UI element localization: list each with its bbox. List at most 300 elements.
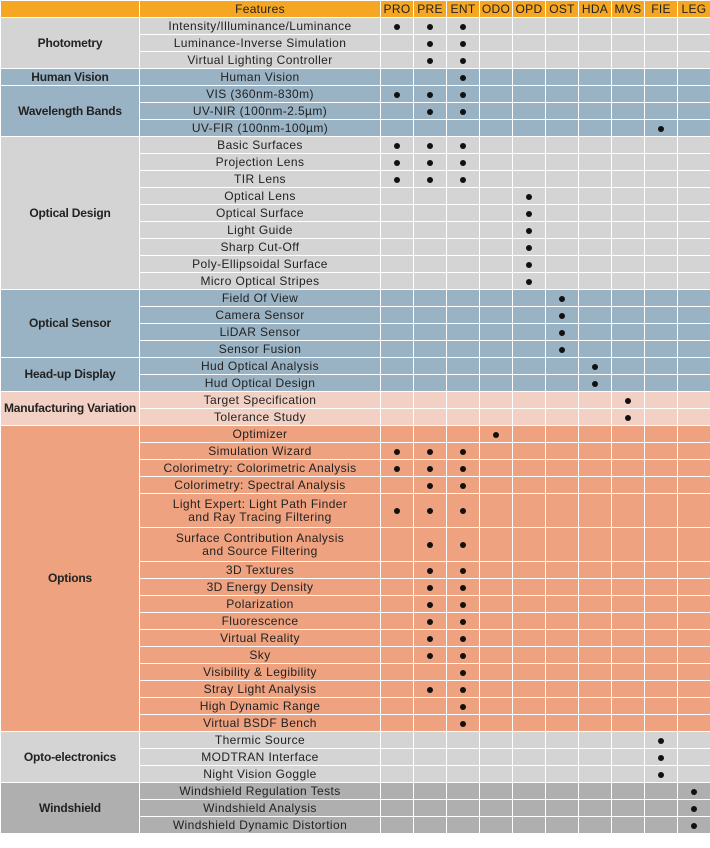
availability-cell-hda xyxy=(579,715,611,731)
feature-label: LiDAR Sensor xyxy=(140,324,380,340)
column-header-mvs: MVS xyxy=(612,1,644,17)
table-row xyxy=(1,137,710,153)
availability-cell-odo xyxy=(480,698,512,714)
feature-label: Intensity/Illuminance/Luminance xyxy=(140,18,380,34)
feature-label: Windshield Dynamic Distortion xyxy=(140,817,380,833)
availability-cell-fie xyxy=(645,715,677,731)
bullet-dot-icon xyxy=(394,24,400,30)
column-header-ent: ENT xyxy=(447,1,479,17)
availability-cell-pro xyxy=(381,222,413,238)
availability-cell-ent xyxy=(447,103,479,119)
availability-cell-fie xyxy=(645,137,677,153)
bullet-dot-icon xyxy=(427,143,433,149)
availability-cell-odo xyxy=(480,18,512,34)
availability-cell-opd xyxy=(513,681,545,697)
availability-cell-ent xyxy=(447,443,479,459)
availability-cell-leg xyxy=(678,766,710,782)
availability-cell-pro xyxy=(381,86,413,102)
availability-cell-hda xyxy=(579,647,611,663)
availability-cell-odo xyxy=(480,222,512,238)
table-row xyxy=(1,18,710,34)
header-category-cell xyxy=(1,1,139,17)
availability-cell-odo xyxy=(480,86,512,102)
bullet-dot-icon xyxy=(658,126,664,132)
availability-cell-fie xyxy=(645,477,677,493)
bullet-dot-icon xyxy=(691,806,697,812)
availability-cell-fie xyxy=(645,256,677,272)
availability-cell-ent xyxy=(447,426,479,442)
availability-cell-odo xyxy=(480,392,512,408)
availability-cell-mvs xyxy=(612,579,644,595)
bullet-dot-icon xyxy=(427,687,433,693)
feature-label: Target Specification xyxy=(140,392,380,408)
feature-label: Sensor Fusion xyxy=(140,341,380,357)
bullet-dot-icon xyxy=(460,687,466,693)
bullet-dot-icon xyxy=(460,602,466,608)
availability-cell-leg xyxy=(678,222,710,238)
feature-label: Windshield Analysis xyxy=(140,800,380,816)
availability-cell-ent xyxy=(447,18,479,34)
availability-cell-fie xyxy=(645,358,677,374)
availability-cell-leg xyxy=(678,307,710,323)
bullet-dot-icon xyxy=(427,41,433,47)
availability-cell-fie xyxy=(645,103,677,119)
bullet-dot-icon xyxy=(460,542,466,548)
availability-cell-opd xyxy=(513,103,545,119)
availability-cell-ent xyxy=(447,749,479,765)
availability-cell-leg xyxy=(678,358,710,374)
availability-cell-hda xyxy=(579,392,611,408)
availability-cell-pre xyxy=(414,239,446,255)
bullet-dot-icon xyxy=(460,704,466,710)
availability-cell-ost xyxy=(546,766,578,782)
availability-cell-ent xyxy=(447,528,479,561)
availability-cell-odo xyxy=(480,647,512,663)
availability-cell-hda xyxy=(579,103,611,119)
availability-cell-mvs xyxy=(612,460,644,476)
availability-cell-pre xyxy=(414,681,446,697)
availability-cell-fie xyxy=(645,494,677,527)
availability-cell-fie xyxy=(645,783,677,799)
availability-cell-odo xyxy=(480,800,512,816)
availability-cell-leg xyxy=(678,613,710,629)
feature-label: Colorimetry: Spectral Analysis xyxy=(140,477,380,493)
availability-cell-ost xyxy=(546,579,578,595)
availability-cell-opd xyxy=(513,698,545,714)
availability-cell-pro xyxy=(381,69,413,85)
availability-cell-hda xyxy=(579,766,611,782)
bullet-dot-icon xyxy=(460,449,466,455)
availability-cell-ent xyxy=(447,307,479,323)
availability-cell-pre xyxy=(414,375,446,391)
availability-cell-odo xyxy=(480,664,512,680)
availability-cell-mvs xyxy=(612,817,644,833)
table-row xyxy=(1,392,710,408)
availability-cell-ost xyxy=(546,477,578,493)
availability-cell-mvs xyxy=(612,69,644,85)
availability-cell-hda xyxy=(579,443,611,459)
availability-cell-pro xyxy=(381,307,413,323)
bullet-dot-icon xyxy=(460,653,466,659)
availability-cell-mvs xyxy=(612,613,644,629)
availability-cell-mvs xyxy=(612,52,644,68)
availability-cell-odo xyxy=(480,749,512,765)
availability-cell-leg xyxy=(678,783,710,799)
availability-cell-fie xyxy=(645,630,677,646)
category-label: Head-up Display xyxy=(1,358,139,391)
availability-cell-pre xyxy=(414,222,446,238)
availability-cell-pre xyxy=(414,579,446,595)
availability-cell-hda xyxy=(579,324,611,340)
table-row xyxy=(1,358,710,374)
bullet-dot-icon xyxy=(460,75,466,81)
availability-cell-mvs xyxy=(612,35,644,51)
availability-cell-fie xyxy=(645,766,677,782)
availability-cell-ost xyxy=(546,358,578,374)
availability-cell-mvs xyxy=(612,681,644,697)
bullet-dot-icon xyxy=(394,466,400,472)
availability-cell-odo xyxy=(480,766,512,782)
category-label: Options xyxy=(1,426,139,731)
header-row xyxy=(1,1,710,17)
availability-cell-ost xyxy=(546,562,578,578)
availability-cell-ost xyxy=(546,392,578,408)
availability-cell-pro xyxy=(381,103,413,119)
feature-label: Field Of View xyxy=(140,290,380,306)
availability-cell-hda xyxy=(579,290,611,306)
availability-cell-pro xyxy=(381,749,413,765)
feature-label: Camera Sensor xyxy=(140,307,380,323)
availability-cell-mvs xyxy=(612,647,644,663)
availability-cell-opd xyxy=(513,358,545,374)
availability-cell-pro xyxy=(381,137,413,153)
availability-cell-leg xyxy=(678,35,710,51)
availability-cell-opd xyxy=(513,18,545,34)
availability-cell-ent xyxy=(447,324,479,340)
availability-cell-hda xyxy=(579,409,611,425)
availability-cell-ent xyxy=(447,341,479,357)
availability-cell-fie xyxy=(645,18,677,34)
availability-cell-fie xyxy=(645,222,677,238)
availability-cell-fie xyxy=(645,52,677,68)
availability-cell-hda xyxy=(579,239,611,255)
bullet-dot-icon xyxy=(460,619,466,625)
bullet-dot-icon xyxy=(394,449,400,455)
availability-cell-hda xyxy=(579,52,611,68)
availability-cell-fie xyxy=(645,188,677,204)
availability-cell-opd xyxy=(513,409,545,425)
bullet-dot-icon xyxy=(559,330,565,336)
availability-cell-odo xyxy=(480,137,512,153)
availability-cell-pre xyxy=(414,477,446,493)
availability-cell-fie xyxy=(645,86,677,102)
availability-cell-fie xyxy=(645,664,677,680)
bullet-dot-icon xyxy=(427,24,433,30)
availability-cell-pre xyxy=(414,494,446,527)
availability-cell-pro xyxy=(381,681,413,697)
availability-cell-pro xyxy=(381,477,413,493)
availability-cell-mvs xyxy=(612,290,644,306)
availability-cell-pro xyxy=(381,290,413,306)
availability-cell-pre xyxy=(414,749,446,765)
availability-cell-pre xyxy=(414,715,446,731)
availability-cell-mvs xyxy=(612,120,644,136)
availability-cell-mvs xyxy=(612,596,644,612)
availability-cell-pro xyxy=(381,783,413,799)
feature-label: Visibility & Legibility xyxy=(140,664,380,680)
bullet-dot-icon xyxy=(394,143,400,149)
feature-label: UV-NIR (100nm-2.5µm) xyxy=(140,103,380,119)
availability-cell-odo xyxy=(480,205,512,221)
availability-cell-opd xyxy=(513,579,545,595)
availability-cell-odo xyxy=(480,103,512,119)
availability-cell-pre xyxy=(414,613,446,629)
availability-cell-ent xyxy=(447,579,479,595)
availability-cell-fie xyxy=(645,749,677,765)
availability-cell-ost xyxy=(546,715,578,731)
availability-cell-pre xyxy=(414,392,446,408)
availability-cell-fie xyxy=(645,562,677,578)
availability-cell-opd xyxy=(513,749,545,765)
availability-cell-fie xyxy=(645,239,677,255)
availability-cell-hda xyxy=(579,664,611,680)
category-label: Manufacturing Variation xyxy=(1,392,139,425)
availability-cell-ost xyxy=(546,664,578,680)
availability-cell-leg xyxy=(678,579,710,595)
availability-cell-ost xyxy=(546,205,578,221)
availability-cell-opd xyxy=(513,817,545,833)
availability-cell-odo xyxy=(480,256,512,272)
availability-cell-pre xyxy=(414,732,446,748)
feature-label: Sharp Cut-Off xyxy=(140,239,380,255)
availability-cell-opd xyxy=(513,239,545,255)
bullet-dot-icon xyxy=(394,177,400,183)
feature-label: Fluorescence xyxy=(140,613,380,629)
availability-cell-odo xyxy=(480,630,512,646)
bullet-dot-icon xyxy=(625,398,631,404)
availability-cell-odo xyxy=(480,562,512,578)
availability-cell-hda xyxy=(579,630,611,646)
availability-cell-mvs xyxy=(612,375,644,391)
availability-cell-pre xyxy=(414,273,446,289)
bullet-dot-icon xyxy=(427,466,433,472)
availability-cell-mvs xyxy=(612,103,644,119)
availability-cell-opd xyxy=(513,222,545,238)
availability-cell-odo xyxy=(480,715,512,731)
availability-cell-fie xyxy=(645,273,677,289)
availability-cell-leg xyxy=(678,290,710,306)
availability-cell-ost xyxy=(546,528,578,561)
availability-cell-leg xyxy=(678,596,710,612)
availability-cell-hda xyxy=(579,18,611,34)
feature-label: Basic Surfaces xyxy=(140,137,380,153)
availability-cell-opd xyxy=(513,494,545,527)
feature-label: TIR Lens xyxy=(140,171,380,187)
category-label: Opto-electronics xyxy=(1,732,139,782)
availability-cell-pre xyxy=(414,307,446,323)
availability-cell-ent xyxy=(447,698,479,714)
availability-cell-ent xyxy=(447,171,479,187)
availability-cell-pre xyxy=(414,341,446,357)
feature-label: Colorimetry: Colorimetric Analysis xyxy=(140,460,380,476)
table-row xyxy=(1,426,710,442)
availability-cell-mvs xyxy=(612,358,644,374)
bullet-dot-icon xyxy=(427,92,433,98)
bullet-dot-icon xyxy=(625,415,631,421)
column-header-leg: LEG xyxy=(678,1,710,17)
availability-cell-ost xyxy=(546,137,578,153)
features-header: Features xyxy=(140,1,380,17)
availability-cell-mvs xyxy=(612,18,644,34)
availability-cell-pro xyxy=(381,154,413,170)
availability-cell-opd xyxy=(513,137,545,153)
availability-cell-mvs xyxy=(612,562,644,578)
table-row xyxy=(1,290,710,306)
matrix-body xyxy=(1,18,710,833)
category-label: Human Vision xyxy=(1,69,139,85)
availability-cell-fie xyxy=(645,375,677,391)
availability-cell-leg xyxy=(678,256,710,272)
bullet-dot-icon xyxy=(427,636,433,642)
availability-cell-ent xyxy=(447,800,479,816)
feature-label: Micro Optical Stripes xyxy=(140,273,380,289)
column-header-ost: OST xyxy=(546,1,578,17)
availability-cell-hda xyxy=(579,681,611,697)
availability-cell-ent xyxy=(447,596,479,612)
availability-cell-fie xyxy=(645,732,677,748)
bullet-dot-icon xyxy=(427,568,433,574)
availability-cell-ent xyxy=(447,222,479,238)
availability-cell-pre xyxy=(414,528,446,561)
availability-cell-mvs xyxy=(612,239,644,255)
bullet-dot-icon xyxy=(394,160,400,166)
availability-cell-hda xyxy=(579,783,611,799)
bullet-dot-icon xyxy=(427,508,433,514)
availability-cell-fie xyxy=(645,324,677,340)
availability-cell-ent xyxy=(447,613,479,629)
feature-label: Virtual Lighting Controller xyxy=(140,52,380,68)
availability-cell-odo xyxy=(480,477,512,493)
availability-cell-odo xyxy=(480,613,512,629)
availability-cell-mvs xyxy=(612,698,644,714)
bullet-dot-icon xyxy=(526,279,532,285)
availability-cell-pre xyxy=(414,324,446,340)
availability-cell-ent xyxy=(447,205,479,221)
availability-cell-odo xyxy=(480,307,512,323)
feature-label-line: Surface Contribution Analysis xyxy=(175,530,345,545)
availability-cell-hda xyxy=(579,817,611,833)
availability-cell-ent xyxy=(447,647,479,663)
availability-cell-mvs xyxy=(612,307,644,323)
availability-cell-opd xyxy=(513,290,545,306)
availability-cell-mvs xyxy=(612,630,644,646)
availability-cell-leg xyxy=(678,494,710,527)
availability-cell-leg xyxy=(678,698,710,714)
availability-cell-leg xyxy=(678,630,710,646)
availability-cell-pro xyxy=(381,426,413,442)
availability-cell-ost xyxy=(546,817,578,833)
availability-cell-opd xyxy=(513,86,545,102)
availability-cell-pro xyxy=(381,800,413,816)
availability-cell-hda xyxy=(579,596,611,612)
availability-cell-leg xyxy=(678,681,710,697)
availability-cell-pro xyxy=(381,341,413,357)
availability-cell-pro xyxy=(381,596,413,612)
availability-cell-hda xyxy=(579,358,611,374)
column-header-hda: HDA xyxy=(579,1,611,17)
availability-cell-odo xyxy=(480,290,512,306)
availability-cell-fie xyxy=(645,392,677,408)
feature-label: Stray Light Analysis xyxy=(140,681,380,697)
feature-label: Simulation Wizard xyxy=(140,443,380,459)
availability-cell-ost xyxy=(546,732,578,748)
availability-cell-fie xyxy=(645,613,677,629)
availability-cell-pre xyxy=(414,69,446,85)
bullet-dot-icon xyxy=(460,466,466,472)
availability-cell-leg xyxy=(678,137,710,153)
availability-cell-hda xyxy=(579,613,611,629)
availability-cell-leg xyxy=(678,392,710,408)
availability-cell-ost xyxy=(546,409,578,425)
bullet-dot-icon xyxy=(658,772,664,778)
availability-cell-odo xyxy=(480,358,512,374)
availability-cell-ent xyxy=(447,188,479,204)
category-label: Windshield xyxy=(1,783,139,833)
availability-cell-hda xyxy=(579,120,611,136)
availability-cell-opd xyxy=(513,205,545,221)
availability-cell-ent xyxy=(447,494,479,527)
availability-cell-mvs xyxy=(612,426,644,442)
bullet-dot-icon xyxy=(427,483,433,489)
bullet-dot-icon xyxy=(427,109,433,115)
availability-cell-pro xyxy=(381,18,413,34)
availability-cell-odo xyxy=(480,681,512,697)
feature-label: Human Vision xyxy=(140,69,380,85)
availability-cell-leg xyxy=(678,205,710,221)
availability-cell-leg xyxy=(678,460,710,476)
feature-label: Optimizer xyxy=(140,426,380,442)
availability-cell-hda xyxy=(579,137,611,153)
bullet-dot-icon xyxy=(460,177,466,183)
availability-cell-ent xyxy=(447,35,479,51)
availability-cell-opd xyxy=(513,613,545,629)
feature-label: Virtual Reality xyxy=(140,630,380,646)
availability-cell-opd xyxy=(513,800,545,816)
availability-cell-mvs xyxy=(612,324,644,340)
availability-cell-ost xyxy=(546,290,578,306)
availability-cell-ost xyxy=(546,256,578,272)
feature-label: UV-FIR (100nm-100µm) xyxy=(140,120,380,136)
availability-cell-pro xyxy=(381,528,413,561)
availability-cell-leg xyxy=(678,52,710,68)
bullet-dot-icon xyxy=(427,619,433,625)
availability-cell-odo xyxy=(480,273,512,289)
availability-cell-mvs xyxy=(612,749,644,765)
availability-cell-pro xyxy=(381,35,413,51)
availability-cell-pre xyxy=(414,358,446,374)
availability-cell-ent xyxy=(447,460,479,476)
table-row xyxy=(1,69,710,85)
availability-cell-pre xyxy=(414,120,446,136)
availability-cell-fie xyxy=(645,154,677,170)
availability-cell-mvs xyxy=(612,137,644,153)
bullet-dot-icon xyxy=(658,738,664,744)
availability-cell-hda xyxy=(579,171,611,187)
availability-cell-ost xyxy=(546,103,578,119)
availability-cell-hda xyxy=(579,256,611,272)
availability-cell-ost xyxy=(546,171,578,187)
feature-label: Tolerance Study xyxy=(140,409,380,425)
